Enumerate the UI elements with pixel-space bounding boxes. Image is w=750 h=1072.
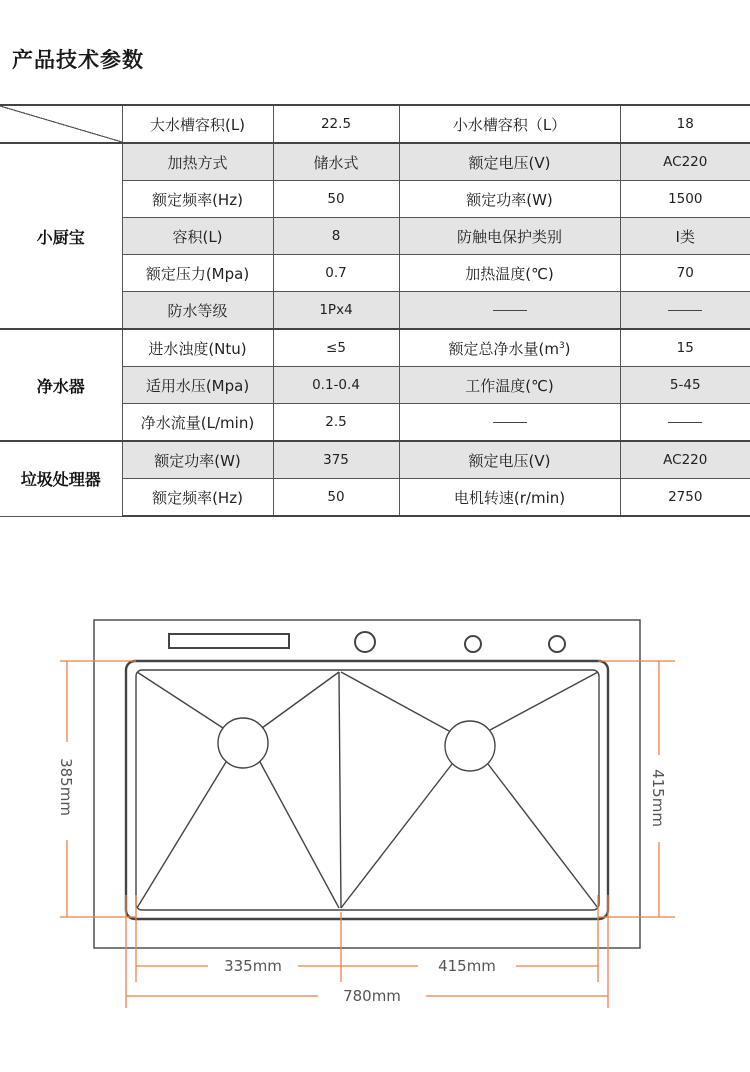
- spec-value: 0.1-0.4: [273, 367, 399, 404]
- faucet-hole: [355, 632, 375, 652]
- spec-label: 额定压力(Mpa): [122, 255, 273, 292]
- spec-label: 额定功率(W): [399, 181, 620, 218]
- empty-dash: [620, 292, 750, 330]
- spec-value: ≤5: [273, 329, 399, 367]
- spec-value: 375: [273, 441, 399, 479]
- spec-value: 18: [620, 105, 750, 143]
- spec-value: 5-45: [620, 367, 750, 404]
- spec-label: 工作温度(℃): [399, 367, 620, 404]
- spec-value: 8: [273, 218, 399, 255]
- table-row: [0, 441, 750, 479]
- empty-dash: [399, 404, 620, 442]
- dimension-left-width: 335mm: [224, 957, 282, 975]
- spec-label: 额定总净水量$(m^3)$: [399, 329, 620, 367]
- spec-value: AC220: [620, 441, 750, 479]
- basin-divider: [339, 672, 341, 908]
- dimension-total-width: 780mm: [343, 987, 401, 1005]
- empty-dash: [620, 404, 750, 442]
- spec-label: 加热温度(℃): [399, 255, 620, 292]
- dimension-right-height: 415mm: [649, 769, 667, 827]
- sink-outer-frame: [94, 620, 640, 948]
- spec-value: 50: [273, 479, 399, 517]
- accessory-hole: [549, 636, 565, 652]
- category-label: 净水器: [0, 329, 122, 441]
- spec-label: 电机转速(r/min): [399, 479, 620, 517]
- sink-diagram: [0, 600, 750, 1020]
- table-row: [0, 105, 750, 143]
- spec-label: 额定频率(Hz): [122, 479, 273, 517]
- spec-value: 0.7: [273, 255, 399, 292]
- spec-label: 净水流量(L/min): [122, 404, 273, 442]
- spec-value: 50: [273, 181, 399, 218]
- corner-cell: [0, 105, 122, 143]
- spec-label: 加热方式: [122, 143, 273, 181]
- spec-value: 储水式: [273, 143, 399, 181]
- spec-value: 1500: [620, 181, 750, 218]
- table-row: [0, 329, 750, 367]
- sink-body: [94, 620, 640, 948]
- spec-value: 1Px4: [273, 292, 399, 330]
- control-panel-slot: [169, 634, 289, 648]
- spec-table: [0, 104, 750, 517]
- spec-label: 适用水压(Mpa): [122, 367, 273, 404]
- spec-value: AC220: [620, 143, 750, 181]
- spec-label: 额定功率(W): [122, 441, 273, 479]
- table-row: [0, 143, 750, 181]
- category-label: 垃圾处理器: [0, 441, 122, 516]
- dimension-left-height: 385mm: [57, 758, 75, 816]
- empty-dash: [399, 292, 620, 330]
- sink-inner-basin: [126, 661, 608, 919]
- left-drain: [218, 718, 268, 768]
- right-drain: [445, 721, 495, 771]
- accessory-hole: [465, 636, 481, 652]
- spec-value: 2750: [620, 479, 750, 517]
- spec-value: 70: [620, 255, 750, 292]
- spec-label: 容积(L): [122, 218, 273, 255]
- spec-value: 15: [620, 329, 750, 367]
- spec-value: 2.5: [273, 404, 399, 442]
- spec-value: 22.5: [273, 105, 399, 143]
- spec-label: 额定电压(V): [399, 143, 620, 181]
- dimension-lines: [60, 661, 675, 1008]
- spec-label: 防水等级: [122, 292, 273, 330]
- spec-value: I类: [620, 218, 750, 255]
- spec-label: 进水浊度(Ntu): [122, 329, 273, 367]
- dimension-right-width: 415mm: [438, 957, 496, 975]
- spec-label: 额定频率(Hz): [122, 181, 273, 218]
- spec-label: 额定电压(V): [399, 441, 620, 479]
- page-title: 产品技术参数: [12, 48, 144, 72]
- category-label: 小厨宝: [0, 143, 122, 329]
- spec-label: 大水槽容积(L): [122, 105, 273, 143]
- spec-label: 防触电保护类别: [399, 218, 620, 255]
- spec-label: 小水槽容积（L）: [399, 105, 620, 143]
